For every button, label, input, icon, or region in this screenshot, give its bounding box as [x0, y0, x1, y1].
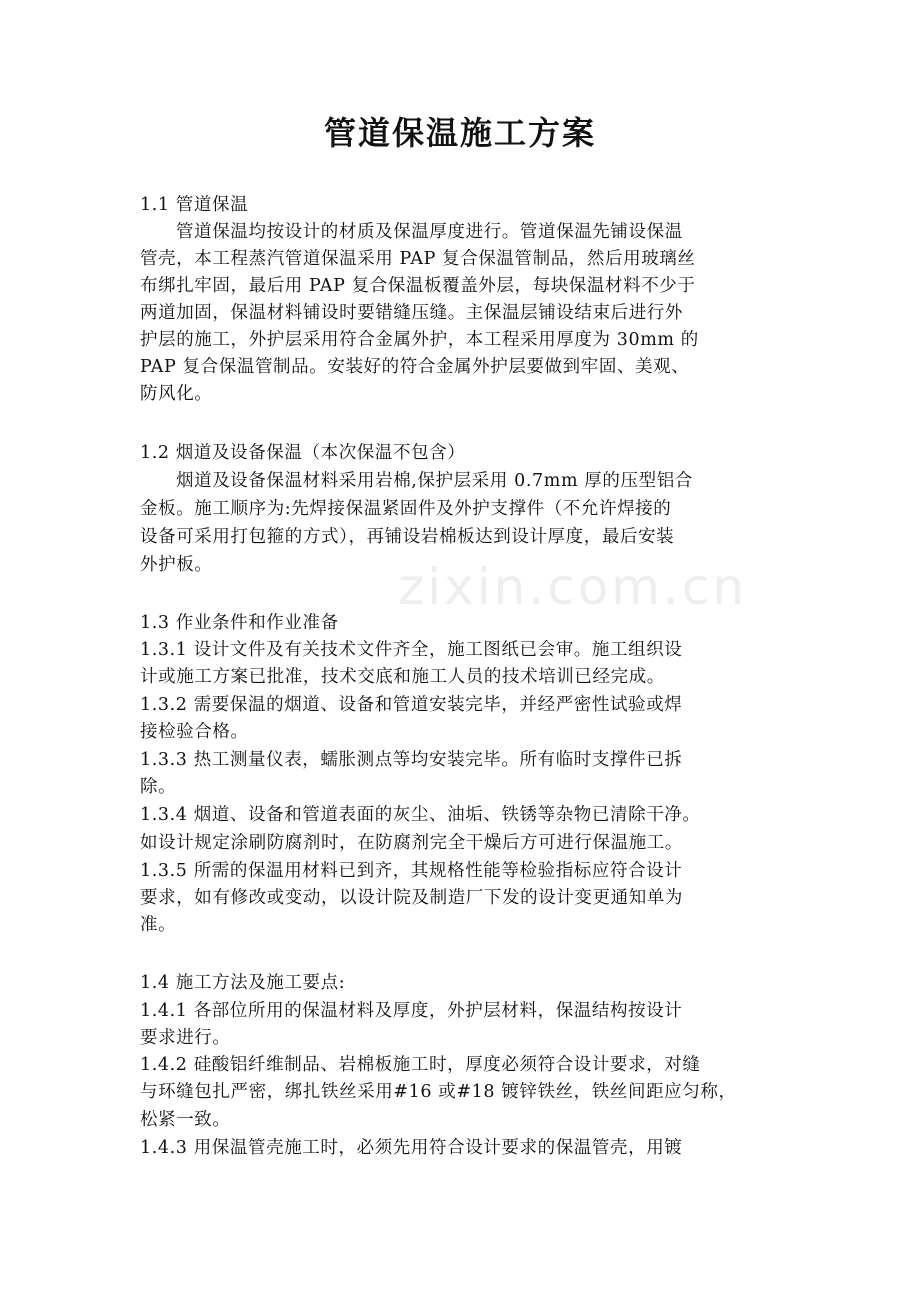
paragraph-line: 1.3.4 烟道、设备和管道表面的灰尘、油垢、铁锈等杂物已清除干净。: [140, 805, 701, 825]
section-heading: 1.1 管道保温: [140, 195, 249, 215]
paragraph-line: 防风化。: [140, 384, 213, 404]
paragraph-line: 1.3.1 设计文件及有关技术文件齐全，施工图纸已会审。施工组织设: [140, 640, 683, 660]
paragraph-line: 1.3.3 热工测量仪表，蠕胀测点等均安装完毕。所有临时支撑件已拆: [140, 750, 683, 770]
paragraph-line: 烟道及设备保温材料采用岩棉,保护层采用 0.7mm 厚的压型铝合: [176, 471, 693, 491]
paragraph-line: 计或施工方案已批准，技术交底和施工人员的技术培训已经完成。: [140, 667, 665, 687]
section-heading: 1.4 施工方法及施工要点:: [140, 973, 346, 993]
paragraph-line: 1.3.5 所需的保温用材料已到齐，其规格性能等检验指标应符合设计: [140, 861, 683, 881]
paragraph-line: 除。: [140, 777, 177, 797]
paragraph-line: 接检验合格。: [140, 722, 249, 742]
paragraph-line: 要求进行。: [140, 1028, 231, 1048]
paragraph-line: 准。: [140, 915, 177, 935]
paragraph-line: PAP 复合保温管制品。安装好的符合金属外护层要做到牢固、美观、: [140, 357, 690, 377]
paragraph-line: 护层的施工，外护层采用符合金属外护，本工程采用厚度为 30mm 的: [140, 330, 699, 350]
paragraph-line: 管道保温均按设计的材质及保温厚度进行。管道保温先铺设保温: [176, 222, 683, 242]
paragraph-line: 外护板。: [140, 555, 213, 575]
paragraph-line: 1.3.2 需要保温的烟道、设备和管道安装完毕，并经严密性试验或焊: [140, 695, 683, 715]
paragraph-line: 松紧一致。: [140, 1110, 231, 1130]
paragraph-line: 两道加固，保温材料铺设时要错缝压缝。主保温层铺设结束后进行外: [140, 303, 683, 323]
paragraph-line: 与环缝包扎严密，绑扎铁丝采用#16 或#18 镀锌铁丝，铁丝间距应匀称，: [140, 1082, 737, 1102]
section-heading: 1.3 作业条件和作业准备: [140, 613, 339, 633]
paragraph-line: 如设计规定涂刷防腐剂时，在防腐剂完全干燥后方可进行保温施工。: [140, 833, 683, 853]
paragraph-line: 布绑扎牢固，最后用 PAP 复合保温板覆盖外层，每块保温材料不少于: [140, 276, 696, 296]
paragraph-line: 管壳，本工程蒸汽管道保温采用 PAP 复合保温管制品，然后用玻璃丝: [140, 249, 696, 269]
paragraph-line: 1.4.2 硅酸铝纤维制品、岩棉板施工时，厚度必须符合设计要求，对缝: [140, 1055, 701, 1075]
paragraph-line: 1.4.1 各部位所用的保温材料及厚度，外护层材料，保温结构按设计: [140, 1001, 683, 1021]
document-title: 管道保温施工方案: [323, 114, 596, 152]
paragraph-line: 1.4.3 用保温管壳施工时，必须先用符合设计要求的保温管壳，用镀: [140, 1138, 683, 1158]
paragraph-line: 要求，如有修改或变动，以设计院及制造厂下发的设计变更通知单为: [140, 888, 683, 908]
section-heading: 1.2 烟道及设备保温（本次保温不包含）: [140, 443, 466, 463]
paragraph-line: 金板。施工顺序为:先焊接保温紧固件及外护支撑件（不允许焊接的: [140, 499, 672, 519]
paragraph-line: 设备可采用打包箍的方式），再铺设岩棉板达到设计厚度，最后安装: [140, 527, 675, 547]
watermark: zixin.com.cn: [398, 558, 748, 616]
